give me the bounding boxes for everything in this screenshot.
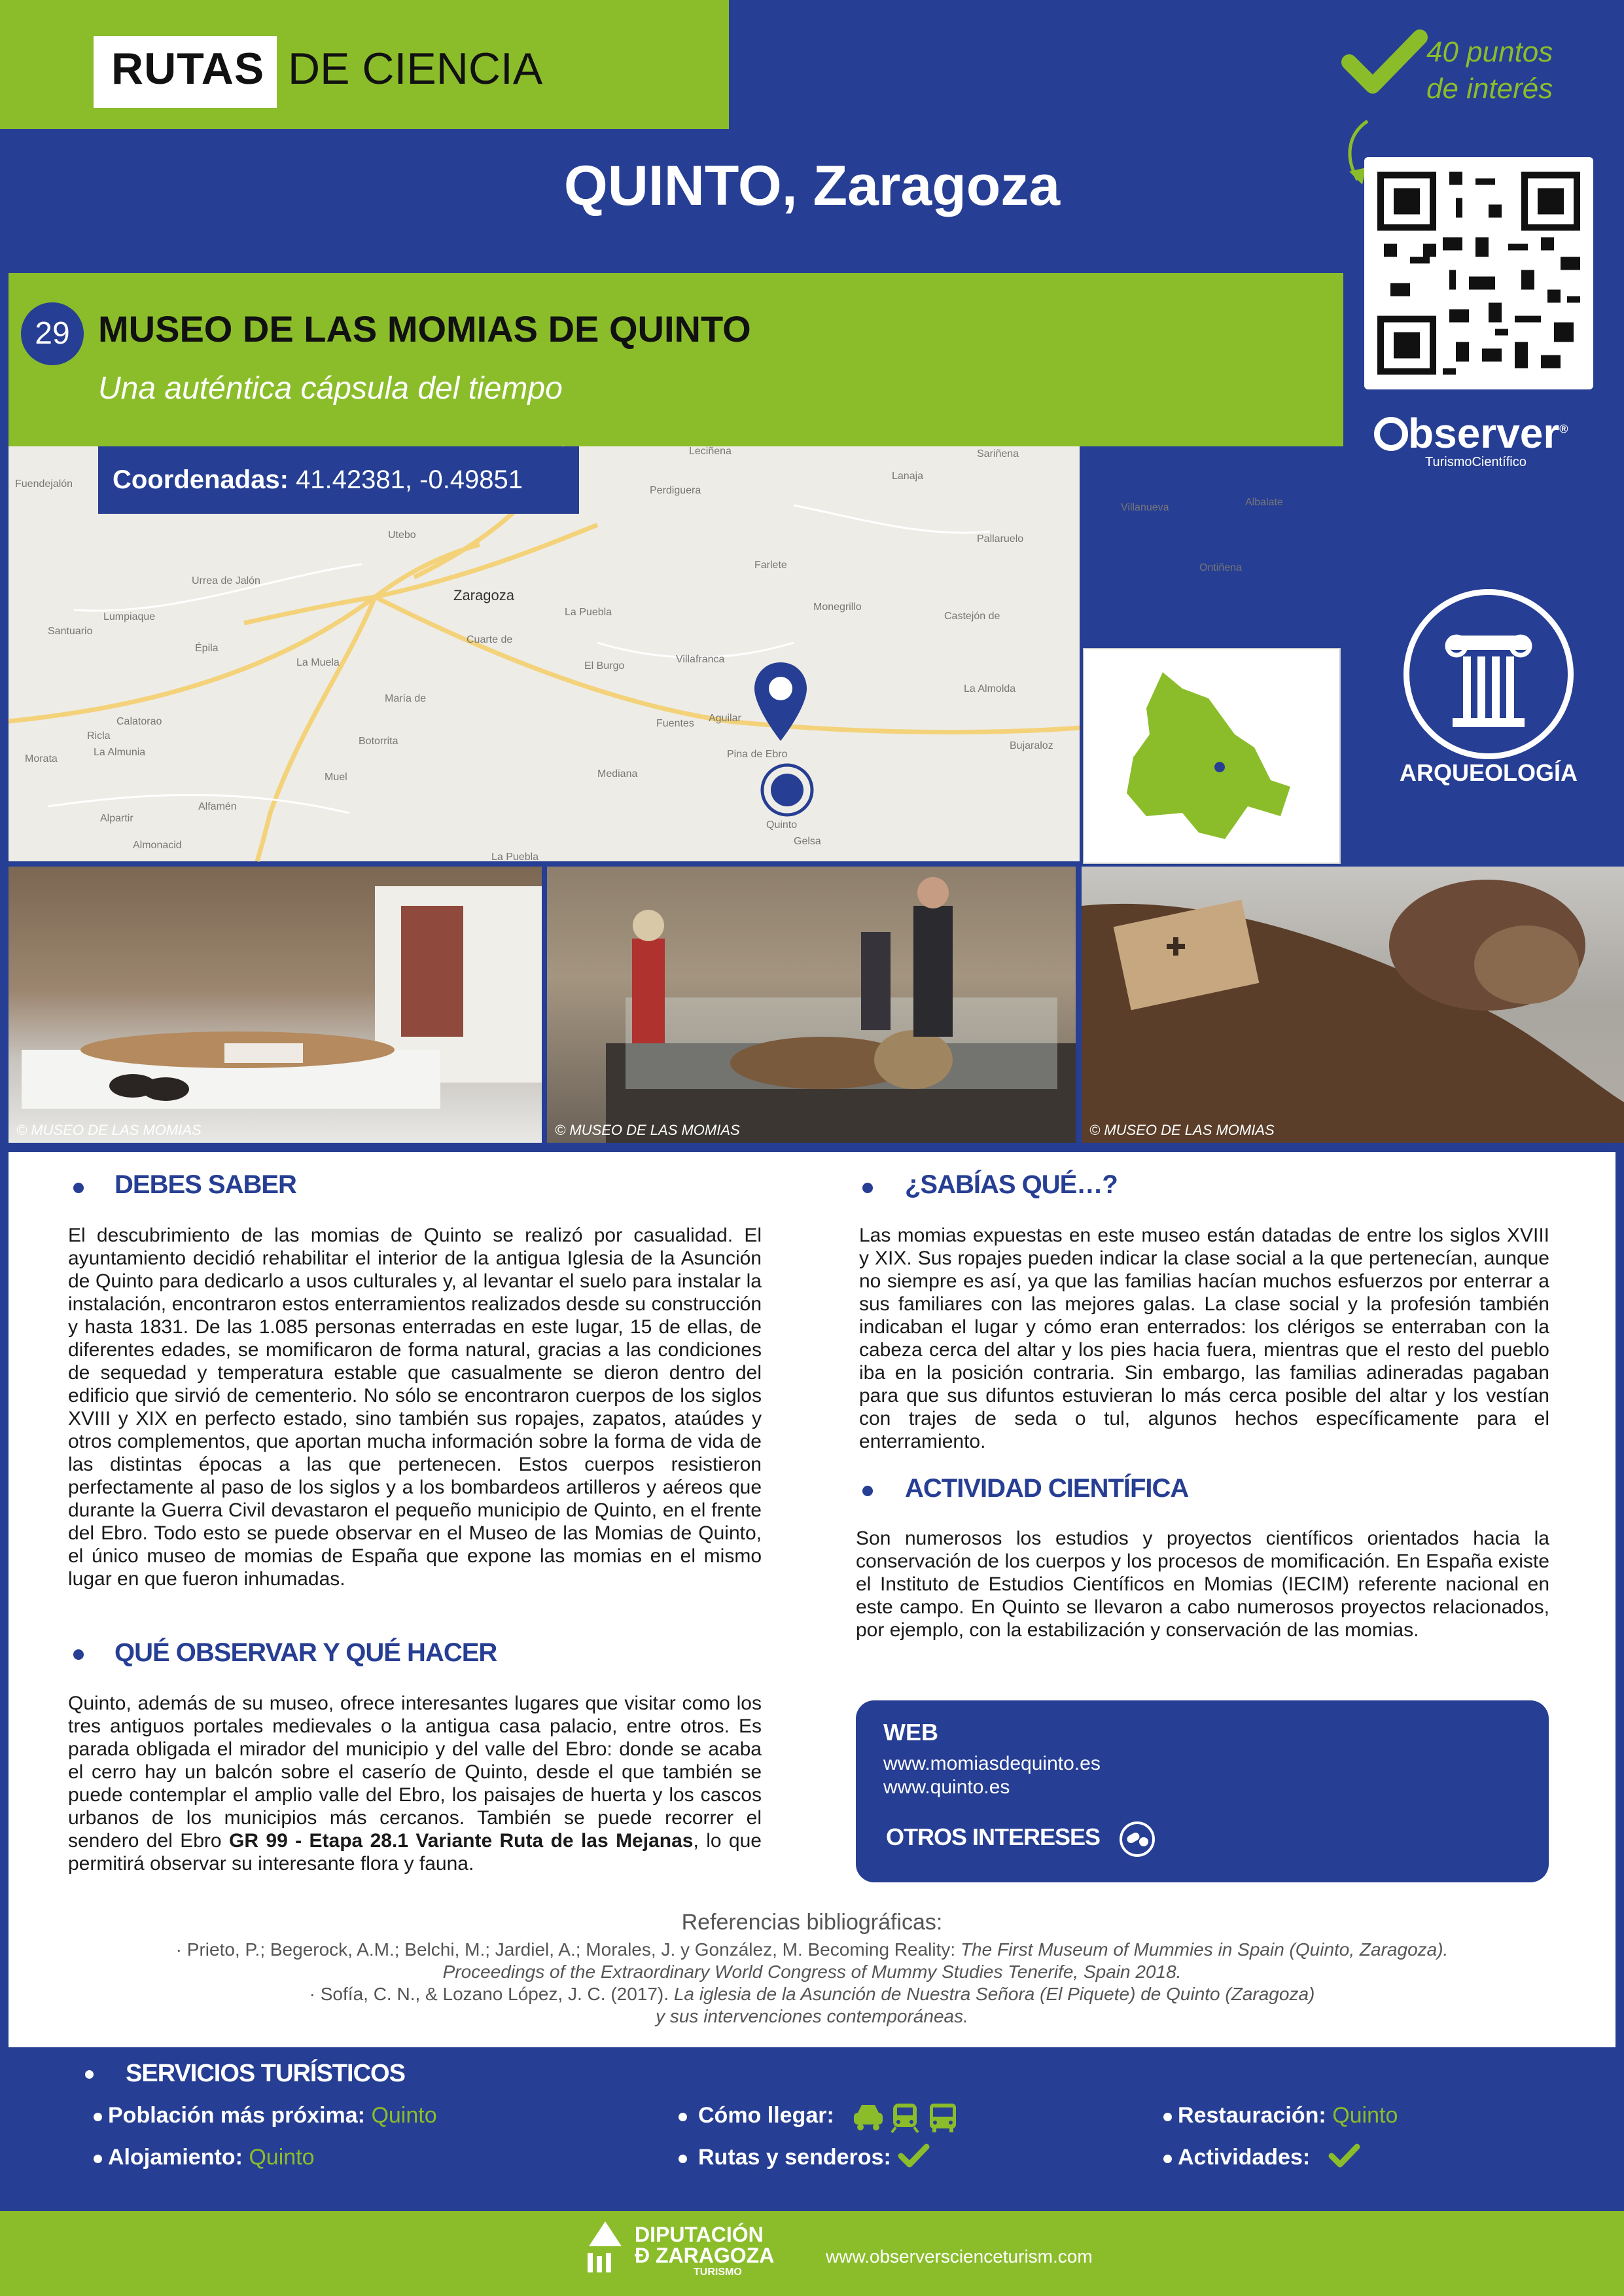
zaragoza-province-shape — [1084, 649, 1339, 863]
observer-logo: bserver® — [1374, 409, 1568, 457]
photo-credit: © MUSEO DE LAS MOMIAS — [16, 1122, 202, 1138]
svg-text:Pallaruelo: Pallaruelo — [977, 533, 1024, 545]
bullet-icon — [862, 1183, 873, 1193]
web-link-momias[interactable]: www.momiasdequinto.es — [883, 1753, 1101, 1774]
svg-text:La Puebla: La Puebla — [565, 607, 612, 618]
poi-title: MUSEO DE LAS MOMIAS DE QUINTO — [98, 308, 751, 350]
svg-text:María de: María de — [385, 693, 427, 704]
bus-icon — [930, 2104, 956, 2132]
coordinates-box: Coordenadas: 41.42381, -0.49851 — [98, 446, 579, 514]
transport-icons — [853, 2101, 964, 2134]
svg-text:Muel: Muel — [325, 772, 347, 783]
svg-text:Botorrita: Botorrita — [359, 736, 398, 747]
category-label: ARQUEOLOGÍA — [1399, 759, 1578, 786]
references — [9, 1911, 1615, 2028]
svg-text:Épila: Épila — [195, 643, 219, 654]
svg-text:Castejón de: Castejón de — [944, 611, 1000, 622]
svg-text:La Puebla: La Puebla — [491, 852, 539, 863]
svg-text:El Burgo: El Burgo — [584, 660, 625, 672]
check-icon — [1328, 2142, 1361, 2170]
svg-text:Sariñena: Sariñena — [977, 448, 1019, 459]
svg-text:La Muela: La Muela — [296, 657, 340, 668]
web-title: WEB — [883, 1719, 938, 1746]
bullet-icon — [94, 2113, 102, 2121]
svg-text:La Almunia: La Almunia — [94, 747, 146, 758]
photo-mummy-closeup — [1082, 867, 1624, 1143]
photo-credit: © MUSEO DE LAS MOMIAS — [555, 1122, 740, 1138]
svg-text:Albalate: Albalate — [1245, 497, 1283, 508]
service-rutas: Rutas y senderos: — [698, 2145, 891, 2170]
svg-text:Alfamén: Alfamén — [198, 801, 237, 812]
svg-text:Alpartir: Alpartir — [100, 813, 133, 824]
city-title: QUINTO, Zaragoza — [563, 154, 1061, 217]
svg-text:Aguilar: Aguilar — [709, 713, 741, 724]
svg-text:Urrea de Jalón: Urrea de Jalón — [192, 575, 260, 586]
location-pin-icon — [751, 659, 810, 744]
svg-text:Monegrillo: Monegrillo — [813, 601, 862, 613]
svg-text:Pina de Ebro: Pina de Ebro — [727, 749, 788, 760]
svg-text:Perdiguera: Perdiguera — [650, 485, 701, 496]
photo-mummy-display — [9, 867, 542, 1143]
dpz-logo-text: DIPUTACIÓN Ð ZARAGOZA TURISMO — [635, 2223, 775, 2278]
web-box — [856, 1700, 1549, 1882]
car-icon — [854, 2105, 883, 2130]
column-icon — [1409, 595, 1568, 753]
service-alojamiento: Alojamiento: Quinto — [108, 2145, 315, 2170]
bullet-icon — [94, 2155, 102, 2163]
reference-1-cont: Proceedings of the Extraordinary World Congress of Mummy Studies Tenerife, Spain 2018. — [442, 1962, 1182, 1982]
province-inset-map — [1083, 648, 1341, 864]
section-sabias-que-title: ¿SABÍAS QUÉ…? — [905, 1170, 1118, 1199]
check-icon — [1341, 29, 1426, 95]
svg-text:Villafranca: Villafranca — [676, 654, 725, 665]
photo-credit: © MUSEO DE LAS MOMIAS — [1089, 1122, 1275, 1138]
bullet-icon — [1163, 2155, 1172, 2163]
bullet-icon — [85, 2070, 94, 2079]
bullet-icon — [679, 2113, 687, 2121]
location-target-icon — [758, 761, 817, 819]
service-como-llegar: Cómo llegar: — [698, 2103, 834, 2128]
coordinates-value: 41.42381, -0.49851 — [296, 465, 523, 494]
footer-website-link[interactable]: www.observerscienceturism.com — [826, 2246, 1093, 2267]
section-que-observar-text: Quinto, además de su museo, ofrece interesantes lugares que visitar como los tres antiguos portales medievales o la antigua casa palacio, entre otros. Es parada obligada el mirador del municipio y del valle del Ebro: donde se acaba el cerro hay un balcón sobre el caserío de Quinto, desde el que también se puede contemplar el amplio valle del Ebro, los paisajes de huerta y los cascos urbanos de los municipios más cercanos. También se puede recorrer el sendero del Ebro GR 99 - Etapa 28.1 Variante Ruta de las Mejanas, lo que permitirá observar su interesante flora y fauna. — [68, 1693, 762, 1874]
svg-text:La Almolda: La Almolda — [964, 683, 1016, 694]
reference-1: · Prieto, P.; Begerock, A.M.; Belchi, M.; Jardiel, A.; Morales, J. y González, M. Becoming Reality: The First Museum of Mummies in Spain (Quinto, Zaragoza). — [175, 1939, 1449, 1960]
svg-text:Calatorao: Calatorao — [116, 716, 162, 727]
svg-text:Lanaja: Lanaja — [892, 471, 924, 482]
section-debes-saber-text: El descubrimiento de las momias de Quinto se realizó por casualidad. El ayuntamiento decidió rehabilitar el interior de la antigua Iglesia de la Asunción de Quinto para dedicarlo a usos culturales y, al levantar el suelo para instalar la instalación, encontraron estos enterramientos realizados desde su construcción y hasta 1831. De las 1.085 personas enterradas en este lugar, 15 de ellas, de diferentes edades, se momificaron de forma natural, gracias a las condiciones de sequedad y temperatura estable que casualmente se dieron dentro del edificio que sirvió de cementerio. No sólo se encontraron cuerpos de los siglos XVIII y XIX en perfecto estado, sino también sus ropajes, zapatos, ataúdes y otros complementos, que aportan mucha información sobre la forma de vida de las distintas épocas a las que pertenecen. Estos cuerpos resistieron perfectamente al paso de los siglos y a los bombardeos artilleros y aéreos que durante la Guerra Civil devastaron el pequeño municipio de Quinto, en el frente del Ebro. Todo esto se puede observar en el Museo de las Momias de Quinto, el único museo de momias de España que expone las momias en el mismo lugar en que fueron inhumadas. — [68, 1225, 762, 1590]
bullet-icon — [1163, 2113, 1172, 2121]
qr-code-icon — [1364, 157, 1593, 389]
service-actividades: Actividades: — [1178, 2145, 1311, 2170]
section-que-observar-title: QUÉ OBSERVAR Y QUÉ HACER — [115, 1638, 497, 1667]
poi-subtitle: Una auténtica cápsula del tiempo — [98, 371, 563, 406]
bullet-icon — [73, 1183, 84, 1193]
pills-icon[interactable] — [1118, 1820, 1157, 1859]
brand-de-ciencia: DE CIENCIA — [288, 44, 543, 94]
svg-text:Bujaraloz: Bujaraloz — [1010, 740, 1053, 751]
bullet-icon — [73, 1649, 84, 1660]
points-of-interest: 40 puntos de interés — [1426, 36, 1553, 105]
otros-intereses-label: OTROS INTERESES — [886, 1823, 1101, 1850]
svg-text:Fuentes: Fuentes — [656, 718, 694, 729]
svg-text:Villanueva: Villanueva — [1121, 502, 1169, 513]
service-poblacion: Población más próxima: Quinto — [108, 2103, 437, 2128]
photo-mummy-display-graphic — [9, 867, 542, 1143]
photo-museum-visitors-graphic — [547, 867, 1076, 1143]
svg-text:Cuarte de: Cuarte de — [467, 634, 513, 645]
train-icon — [892, 2104, 918, 2132]
poi-number: 29 — [21, 302, 84, 365]
svg-text:Lumpiaque: Lumpiaque — [103, 611, 156, 622]
check-icon — [898, 2142, 930, 2170]
services-title: SERVICIOS TURÍSTICOS — [126, 2060, 405, 2087]
svg-text:Ontiñena: Ontiñena — [1199, 562, 1242, 573]
section-debes-saber-title: DEBES SABER — [115, 1170, 296, 1199]
web-link-quinto[interactable]: www.quinto.es — [883, 1776, 1010, 1798]
observer-eye-icon — [1374, 417, 1408, 451]
svg-text:Farlete: Farlete — [754, 560, 787, 571]
section-actividad-title: ACTIVIDAD CIENTÍFICA — [905, 1474, 1189, 1503]
svg-text:Santuario: Santuario — [48, 626, 93, 637]
svg-text:Gelsa: Gelsa — [794, 836, 821, 847]
svg-text:Quinto: Quinto — [766, 819, 798, 831]
svg-text:Fuendejalón: Fuendejalón — [15, 478, 73, 490]
category-circle — [1403, 589, 1574, 759]
photo-museum-visitors — [547, 867, 1076, 1143]
svg-text:Morata: Morata — [25, 753, 58, 764]
qr-code[interactable] — [1364, 157, 1593, 389]
reference-2-cont: y sus intervenciones contemporáneas. — [656, 2006, 968, 2026]
svg-text:Ricla: Ricla — [87, 730, 111, 742]
svg-text:Mediana: Mediana — [597, 768, 638, 780]
footer-band — [0, 2211, 1624, 2296]
svg-text:Almonacid: Almonacid — [133, 840, 182, 851]
reference-2: · Sofía, C. N., & Lozano López, J. C. (2017). La iglesia de la Asunción de Nuestra Señora (El Piquete) de Quinto (Zaragoza) — [309, 1984, 1315, 2004]
observer-subtitle: TurismoCientífico — [1425, 455, 1527, 469]
bullet-icon — [862, 1486, 873, 1496]
photo-mummy-closeup-graphic — [1082, 867, 1624, 1143]
svg-text:Zaragoza: Zaragoza — [453, 587, 514, 603]
title-band — [9, 273, 1343, 446]
svg-text:Utebo: Utebo — [388, 529, 416, 541]
references-title: Referencias bibliográficas: — [681, 1910, 943, 1935]
svg-text:Leciñena: Leciñena — [689, 446, 732, 457]
brand-rutas: RUTAS — [111, 44, 265, 94]
service-restauracion: Restauración: Quinto — [1178, 2103, 1398, 2128]
section-sabias-que-text: Las momias expuestas en este museo están datadas de entre los siglos XVIII y XIX. Sus ropajes pueden indicar la clase social a la que pertenecían, aunque no siempre es así, ya que las familias hacían muchos esfuerzos por enterrar a sus familiares con las mejores galas. La clase social y la profesión también indicaban el lugar y cómo eran enterrados: los clérigos se enterraban con la cabeza cerca del altar y los pies hacia fuera, mientras que el resto del pueblo iba en la posición contraria. Sin embargo, las familias adineradas pagaban para que sus difuntos estuvieran lo más cerca posible del altar y los vestían con trajes de seda o tul, algunos hechos específicamente para el enterramiento. — [859, 1225, 1549, 1452]
bullet-icon — [679, 2155, 687, 2163]
section-actividad-text: Son numerosos los estudios y proyectos científicos orientados hacia la conservación de los cuerpos y los procesos de momificación. En España existe el Instituto de Estudios Científicos en Momias (IECIM) referente nacional en este campo. En Quinto se llevaron a cabo numerosos proyectos relacionados, por ejemplo, con la estabilización y conservación de las momias. — [856, 1528, 1549, 1641]
